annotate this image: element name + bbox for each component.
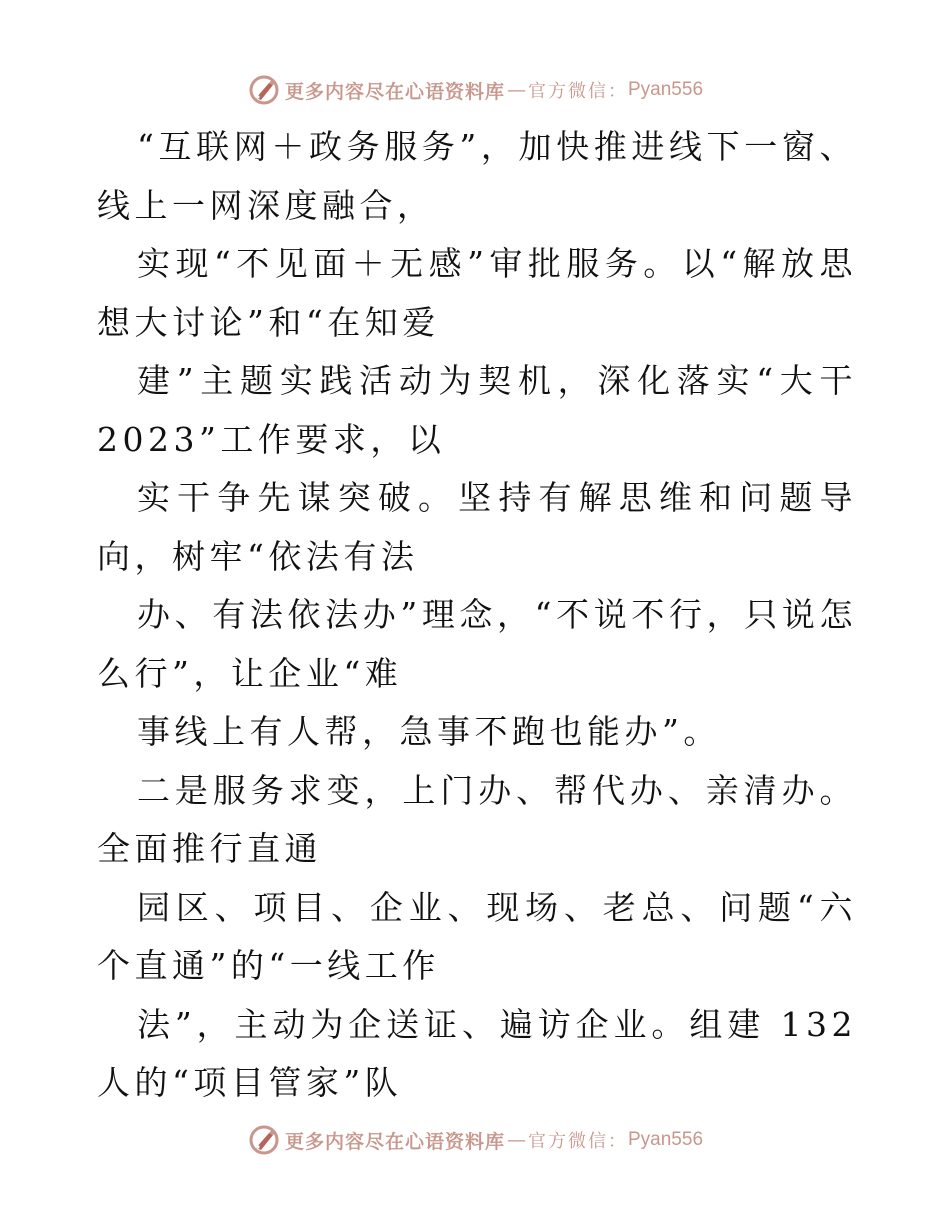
document-body — [97, 118, 857, 1113]
paragraph-3: 建”主题实践活动为契机，深化落实“大干 2023”工作要求，以 — [97, 361, 857, 459]
footer-watermark-banner — [0, 1120, 950, 1160]
banner-official-label: 官方微信： — [528, 1131, 628, 1152]
pen-nib-circle-icon — [247, 1123, 281, 1157]
banner-wechat-id: Pyan556 — [628, 79, 704, 100]
paragraph-2: 实现“不见面＋无感”审批服务。以“解放思想大讨论”和“在知爱 — [97, 244, 857, 342]
banner-brand-text: 更多内容尽在心语资料库 — [284, 1130, 505, 1153]
banner-dash: — — [507, 1129, 526, 1151]
paragraph-7: 二是服务求变，上门办、帮代办、亲清办。全面推行直通 — [97, 770, 857, 868]
paragraph-6: 事线上有人帮，急事不跑也能办”。 — [137, 712, 721, 751]
banner-wechat-id: Pyan556 — [628, 1129, 704, 1150]
paragraph-4: 实干争先谋突破。坚持有解思维和问题导向，树牢“依法有法 — [97, 478, 857, 576]
banner-official-label: 官方微信： — [528, 81, 628, 102]
pen-nib-circle-icon — [247, 73, 281, 107]
header-watermark-banner — [0, 70, 950, 110]
paragraph-1: “互联网＋政务服务”，加快推进线下一窗、线上一网深度融合， — [97, 127, 857, 225]
paragraph-5: 办、有法依法办”理念，“不说不行，只说怎么行”，让企业“难 — [97, 595, 857, 693]
banner-dash: — — [507, 79, 526, 101]
paragraph-9: 法”，主动为企送证、遍访企业。组建 132 人的“项目管家”队 — [97, 1004, 857, 1102]
banner-brand-text: 更多内容尽在心语资料库 — [284, 80, 505, 103]
paragraph-8: 园区、项目、企业、现场、老总、问题“六个直通”的“一线工作 — [97, 887, 857, 985]
